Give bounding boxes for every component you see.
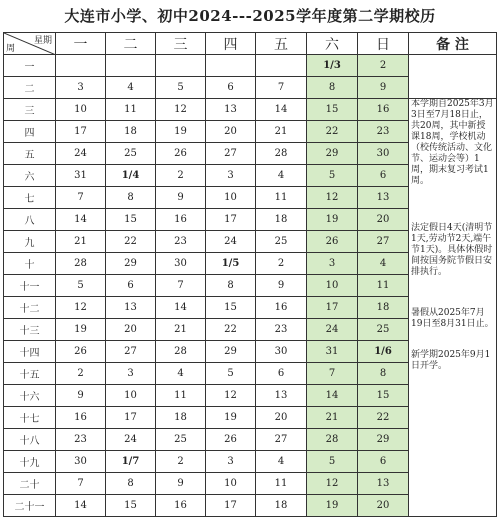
date-cell: 12: [307, 473, 358, 495]
date-cell: 12: [56, 297, 106, 319]
date-cell: 31: [56, 165, 106, 187]
date-cell: 12: [156, 99, 206, 121]
date-cell: [156, 55, 206, 77]
day-header: 二: [106, 33, 156, 55]
date-cell: 22: [106, 231, 156, 253]
page-title: 大连市小学、初中2024---2025学年度第二学期校历: [64, 7, 436, 25]
date-cell: 21: [256, 121, 307, 143]
date-cell: 25: [106, 143, 156, 165]
date-cell: 1/4: [106, 165, 156, 187]
date-cell: [106, 55, 156, 77]
notes-new-term: 新学期2025年9月1日开学。: [411, 350, 491, 371]
date-cell: 2: [156, 451, 206, 473]
date-cell: 11: [256, 473, 307, 495]
date-cell: 8: [106, 473, 156, 495]
date-cell: 9: [256, 275, 307, 297]
date-cell: 16: [358, 99, 409, 121]
table-row: [4, 99, 497, 121]
date-cell: 14: [307, 385, 358, 407]
date-cell: 21: [156, 319, 206, 341]
date-cell: 20: [256, 407, 307, 429]
date-cell: 11: [156, 385, 206, 407]
date-cell: 8: [358, 363, 409, 385]
date-cell: 22: [206, 319, 256, 341]
date-cell: 2: [358, 55, 409, 77]
date-cell: 15: [307, 99, 358, 121]
date-cell: 3: [206, 451, 256, 473]
week-label: 九: [4, 231, 56, 253]
date-cell: 7: [307, 363, 358, 385]
date-cell: 1/5: [206, 253, 256, 275]
day-header: 日: [358, 33, 409, 55]
date-cell: 16: [156, 209, 206, 231]
date-cell: 17: [106, 407, 156, 429]
date-cell: 3: [307, 253, 358, 275]
week-label: 一: [4, 55, 56, 77]
date-cell: 2: [256, 253, 307, 275]
day-header: 五: [256, 33, 307, 55]
notes-semester-info: 本学期自2025年3月3日至7月18日止，共20周，其中新授课18周，学校机动（校传统活动、文化节、运动会等）1周，期末复习考试1周。: [411, 99, 494, 186]
date-cell: 10: [206, 473, 256, 495]
date-cell: 26: [56, 341, 106, 363]
notes-column: [409, 99, 497, 517]
corner-cell: [4, 33, 56, 55]
table-row: [4, 55, 497, 77]
date-cell: 30: [56, 451, 106, 473]
date-cell: 1/7: [106, 451, 156, 473]
date-cell: 4: [358, 253, 409, 275]
corner-label-weekday: 星期: [33, 36, 52, 46]
day-header: 一: [56, 33, 106, 55]
week-label: 二十: [4, 473, 56, 495]
date-cell: 4: [256, 451, 307, 473]
date-cell: 29: [358, 429, 409, 451]
date-cell: 14: [56, 209, 106, 231]
week-label: 二十一: [4, 495, 56, 517]
date-cell: 7: [156, 275, 206, 297]
date-cell: 5: [156, 77, 206, 99]
date-cell: 18: [156, 407, 206, 429]
date-cell: [56, 55, 106, 77]
date-cell: 21: [307, 407, 358, 429]
date-cell: 15: [106, 495, 156, 517]
date-cell: 15: [358, 385, 409, 407]
date-cell: 12: [307, 187, 358, 209]
date-cell: 12: [206, 385, 256, 407]
date-cell: 1/3: [307, 55, 358, 77]
date-cell: 20: [206, 121, 256, 143]
week-label: 七: [4, 187, 56, 209]
date-cell: 23: [358, 121, 409, 143]
date-cell: 10: [56, 99, 106, 121]
date-cell: 26: [307, 231, 358, 253]
date-cell: 11: [256, 187, 307, 209]
date-cell: 7: [56, 187, 106, 209]
date-cell: 19: [307, 495, 358, 517]
date-cell: 2: [156, 165, 206, 187]
date-cell: 17: [206, 495, 256, 517]
date-cell: 17: [56, 121, 106, 143]
date-cell: 5: [307, 165, 358, 187]
date-cell: 16: [256, 297, 307, 319]
date-cell: 14: [156, 297, 206, 319]
date-cell: 14: [56, 495, 106, 517]
date-cell: 29: [307, 143, 358, 165]
date-cell: 15: [206, 297, 256, 319]
week-label: 十九: [4, 451, 56, 473]
date-cell: 7: [256, 77, 307, 99]
date-cell: 5: [307, 451, 358, 473]
date-cell: 5: [56, 275, 106, 297]
date-cell: 18: [256, 495, 307, 517]
date-cell: 3: [56, 77, 106, 99]
date-cell: 16: [156, 495, 206, 517]
week-label: 十七: [4, 407, 56, 429]
date-cell: [206, 55, 256, 77]
date-cell: 13: [206, 99, 256, 121]
notes-summer: 暑假从2025年7月19日至8月31日止。: [411, 308, 494, 329]
date-cell: 6: [206, 77, 256, 99]
date-cell: 9: [156, 473, 206, 495]
notes-header: 备 注: [409, 33, 497, 55]
week-label: 十五: [4, 363, 56, 385]
date-cell: 11: [358, 275, 409, 297]
date-cell: 3: [106, 363, 156, 385]
date-cell: 23: [156, 231, 206, 253]
date-cell: 20: [358, 209, 409, 231]
date-cell: 21: [56, 231, 106, 253]
header-row: [4, 33, 497, 55]
date-cell: 6: [358, 165, 409, 187]
date-cell: [256, 55, 307, 77]
date-cell: 17: [307, 297, 358, 319]
date-cell: 6: [106, 275, 156, 297]
date-cell: 25: [256, 231, 307, 253]
date-cell: 24: [56, 143, 106, 165]
date-cell: 23: [256, 319, 307, 341]
week-label: 十八: [4, 429, 56, 451]
week-label: 六: [4, 165, 56, 187]
date-cell: 28: [307, 429, 358, 451]
date-cell: 19: [307, 209, 358, 231]
date-cell: 28: [156, 341, 206, 363]
date-cell: 25: [358, 319, 409, 341]
date-cell: 9: [56, 385, 106, 407]
date-cell: 8: [307, 77, 358, 99]
week-label: 五: [4, 143, 56, 165]
week-label: 十: [4, 253, 56, 275]
week-label: 十二: [4, 297, 56, 319]
week-label: 八: [4, 209, 56, 231]
day-header: 四: [206, 33, 256, 55]
date-cell: 11: [106, 99, 156, 121]
date-cell: 30: [358, 143, 409, 165]
date-cell: 29: [206, 341, 256, 363]
date-cell: 2: [56, 363, 106, 385]
week-label: 三: [4, 99, 56, 121]
date-cell: 30: [256, 341, 307, 363]
date-cell: 28: [56, 253, 106, 275]
date-cell: 24: [106, 429, 156, 451]
date-cell: 20: [358, 495, 409, 517]
date-cell: 13: [358, 473, 409, 495]
week-label: 十四: [4, 341, 56, 363]
date-cell: 29: [106, 253, 156, 275]
notes-spacer: [409, 55, 497, 99]
date-cell: 8: [206, 275, 256, 297]
school-calendar-table: [3, 32, 497, 517]
date-cell: 28: [256, 143, 307, 165]
date-cell: 27: [358, 231, 409, 253]
date-cell: 31: [307, 341, 358, 363]
date-cell: 6: [358, 451, 409, 473]
date-cell: 20: [106, 319, 156, 341]
date-cell: 9: [156, 187, 206, 209]
day-header: 六: [307, 33, 358, 55]
date-cell: 27: [206, 143, 256, 165]
week-label: 十一: [4, 275, 56, 297]
date-cell: 19: [206, 407, 256, 429]
date-cell: 24: [206, 231, 256, 253]
date-cell: 4: [156, 363, 206, 385]
date-cell: 18: [256, 209, 307, 231]
date-cell: 30: [156, 253, 206, 275]
date-cell: 13: [256, 385, 307, 407]
date-cell: 10: [106, 385, 156, 407]
week-label: 四: [4, 121, 56, 143]
week-label: 十六: [4, 385, 56, 407]
date-cell: 22: [358, 407, 409, 429]
week-label: 十三: [4, 319, 56, 341]
date-cell: 26: [156, 143, 206, 165]
notes-holidays: 法定假日4天(清明节1天,劳动节2天,端午节1天)。具体休假时间按国务院节假日安排执行。: [411, 223, 493, 277]
date-cell: 8: [106, 187, 156, 209]
date-cell: 24: [307, 319, 358, 341]
date-cell: 4: [106, 77, 156, 99]
date-cell: 10: [307, 275, 358, 297]
week-label: 二: [4, 77, 56, 99]
date-cell: 1/6: [358, 341, 409, 363]
date-cell: 6: [256, 363, 307, 385]
date-cell: 26: [206, 429, 256, 451]
date-cell: 18: [358, 297, 409, 319]
date-cell: 27: [256, 429, 307, 451]
date-cell: 3: [206, 165, 256, 187]
date-cell: 7: [56, 473, 106, 495]
date-cell: 18: [106, 121, 156, 143]
date-cell: 19: [56, 319, 106, 341]
corner-label-week: 周: [6, 44, 16, 54]
date-cell: 27: [106, 341, 156, 363]
date-cell: 10: [206, 187, 256, 209]
date-cell: 9: [358, 77, 409, 99]
date-cell: 19: [156, 121, 206, 143]
date-cell: 14: [256, 99, 307, 121]
date-cell: 4: [256, 165, 307, 187]
date-cell: 13: [106, 297, 156, 319]
day-header: 三: [156, 33, 206, 55]
date-cell: 5: [206, 363, 256, 385]
date-cell: 17: [206, 209, 256, 231]
date-cell: 13: [358, 187, 409, 209]
date-cell: 25: [156, 429, 206, 451]
date-cell: 22: [307, 121, 358, 143]
date-cell: 16: [56, 407, 106, 429]
date-cell: 23: [56, 429, 106, 451]
date-cell: 15: [106, 209, 156, 231]
